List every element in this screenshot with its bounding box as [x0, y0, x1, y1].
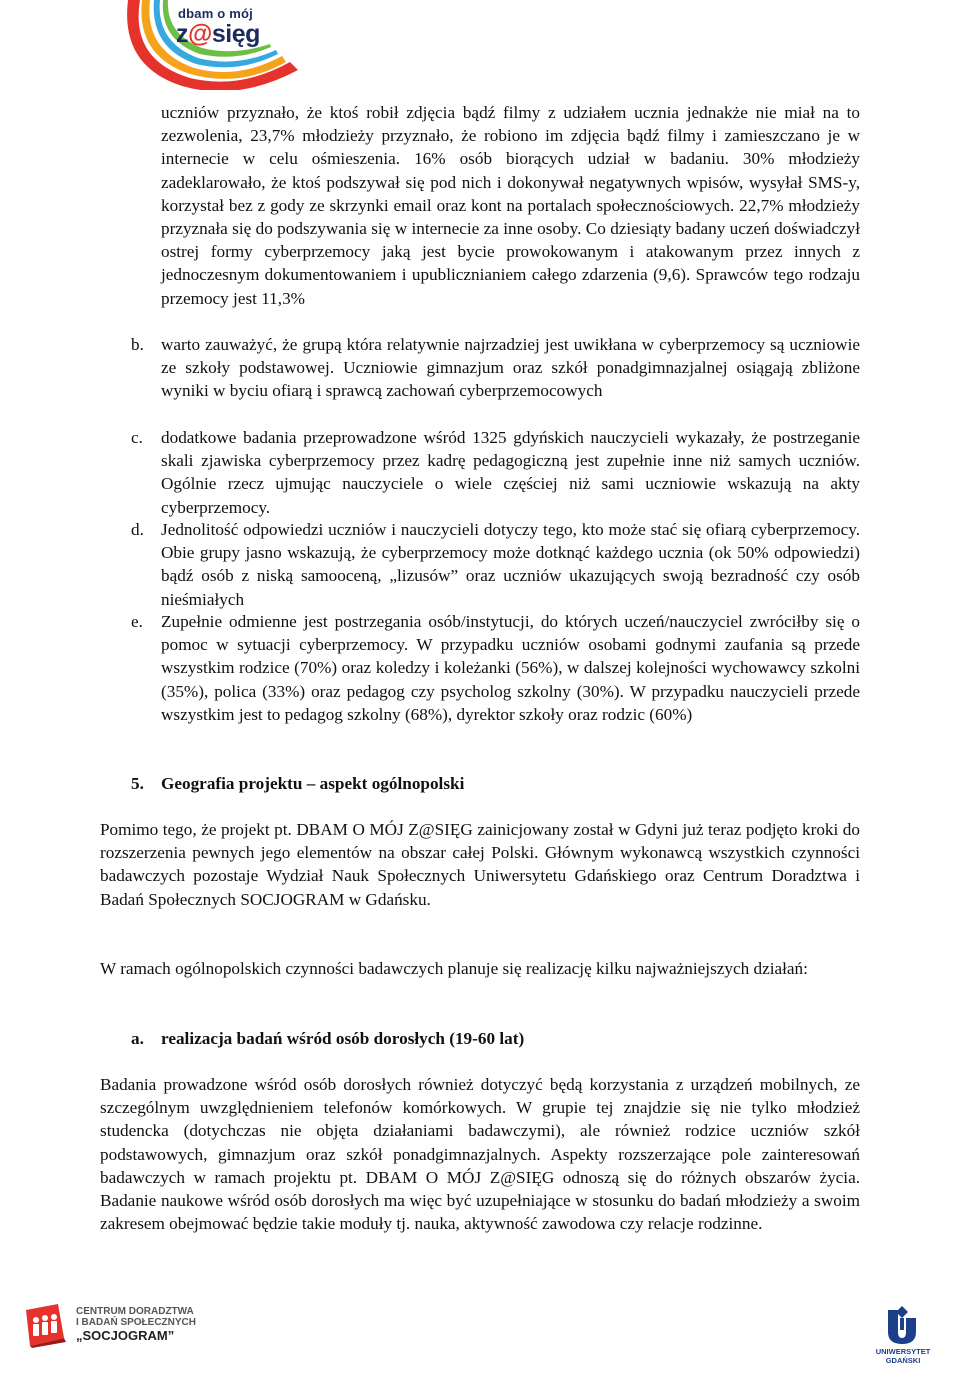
socjogram-line-2: I BADAŃ SPOŁECZNYCH: [76, 1317, 197, 1328]
list-marker-b: b.: [131, 335, 144, 354]
logo-tagline: dbam o mój: [178, 6, 253, 21]
subsection-a-paragraph: Badania prowadzone wśród osób dorosłych również dotyczyć będą korzystania z urządzeń mobilnych, ze szczególnym uwzględnieniem telefonów komórkowych. W grupie tej znajdzie się nie tylko młodzież studencka (dotychczas nie objęta działaniami badawczymi), ale również rodzice uczniów szkół podstawowych, gimnazjum oraz szkół ponadgimnazjalnych. Aspekty rozszerzające pole zainteresowań badawczych w ramach projektu pt. DBAM O MÓJ Z@SIĘG odnoszą się do różnych obszarów życia. Badanie naukowe wśród osób dorosłych ma więc być uzupełniające w stosunku do badań młodzieży a swoim zakresem obejmować będzie takie moduły tj. nauka, aktywność zawodowa czy relacje rodzinne.: [100, 1075, 860, 1234]
list-item-b: warto zauważyć, że grupą która relatywnie najrzadziej jest uwikłana w cyberprzemocy są uczniowie ze szkoły podstawowej. Uczniowie gimnazjum oraz szkół ponadgimnazjalnej osiągają zbliżone wyniki w byciu ofiarą i sprawcą zachowań cyberprzemocowych: [161, 335, 860, 401]
section-5-paragraph-2: W ramach ogólnopolskich czynności badawczych planuje się realizację kilku najważniejszych działań:: [100, 959, 808, 978]
subsection-a-marker: a.: [131, 1029, 144, 1048]
list-marker-e: e.: [131, 612, 143, 631]
list-item-e: Zupełnie odmienne jest postrzegania osób/instytucji, do których uczeń/nauczyciel zwróciłby się o pomoc w sytuacji cyberprzemocy. W przypadku uczniów osobami godnymi zaufania są przede wszystkim rodzice (70%) oraz koledzy i koleżanki (56%), w dalszej kolejności wychowawcy szkolni (35%), polica (33%) oraz pedagog czy psycholog szkolny (30%). W przypadku nauczycieli przede wszystkim jest to pedagog szkolny (68%), dyrektor szkoły oraz rodzic (60%): [161, 612, 860, 724]
list-marker-d: d.: [131, 520, 144, 539]
page-footer: [0, 1290, 960, 1378]
socjogram-line-1: CENTRUM DORADZTWA: [76, 1306, 194, 1317]
socjogram-line-3: „SOCJOGRAM”: [76, 1328, 175, 1343]
section-5-number: 5.: [131, 774, 144, 793]
list-item-c: dodatkowe badania przeprowadzone wśród 1325 gdyńskich nauczycieli wykazały, że postrzeganie skali zjawiska cyberprzemocy przez kadrę pedagogiczną jest zupełnie inne niż samych uczniów. Ogólnie rzecz ujmując nauczyciele o wiele częściej niż sami uczniowie wskazują na akty cyberprzemocy.: [161, 428, 860, 517]
continuation-paragraph: uczniów przyznało, że ktoś robił zdjęcia bądź filmy z udziałem ucznia jednakże nie miał na to zezwolenia, 23,7% młodzieży przyznało, że robiono im zdjęcia bądź filmy i zamieszczano je w internecie w celu ośmieszenia. 16% osób biorących udział w badaniu. 30% młodzieży zadeklarowało, że ktoś podszywał się pod nich i dokonywał negatywnych wpisów, wysyłał SMS-y, korzystał bez z gody ze skrzynki email oraz kont na portalach społecznościowych. 22,7% młodzieży przyznała się do podszywania się w internecie za inne osoby. Co dziesiąty badany uczeń doświadczył ostrej formy cyberprzemocy jaką jest bycie prowokowanym i atakowanym przez innych z jednoczesnym dokumentowaniem i upublicznianiem całego zdarzenia (9,6). Sprawców tego rodzaju przemocy jest 11,3%: [161, 103, 860, 308]
subsection-a-title: realizacja badań wśród osób dorosłych (19-60 lat): [161, 1029, 525, 1048]
section-5-paragraph-1: Pomimo tego, że projekt pt. DBAM O MÓJ Z@SIĘG zainicjowany został w Gdyni już teraz podjęto kroki do rozszerzenia pewnych jego elementów na obszar całej Polski. Głównym wykonawcą wszystkich czynności badawczych pozostaje Wydział Nauk Społecznych Uniwersytetu Gdańskiego oraz Centrum Doradztwa i Badań Społecznych SOCJOGRAM w Gdańsku.: [100, 820, 860, 909]
list-marker-c: c.: [131, 428, 143, 447]
section-5-title: Geografia projektu – aspekt ogólnopolski: [161, 774, 465, 793]
university-name: UNIWERSYTET GDAŃSKI: [875, 1347, 931, 1365]
socjogram-logo-icon: [20, 1302, 68, 1348]
list-item-d: Jednolitość odpowiedzi uczniów i nauczycieli dotyczy tego, kto może stać się ofiarą cyberprzemocy. Obie grupy jasno wskazują, że cyberprzemocy może dotknąć każdego ucznia (ok 50% odpowiedzi) bądź osób z niską samooceną, „lizusów” oraz uczniów ukazujących swoją bezradność czy osób nieśmiałych: [161, 520, 860, 609]
logo-wordmark: z@sięg: [176, 20, 260, 48]
university-logo-icon: [882, 1304, 922, 1344]
page-header: [0, 0, 960, 90]
